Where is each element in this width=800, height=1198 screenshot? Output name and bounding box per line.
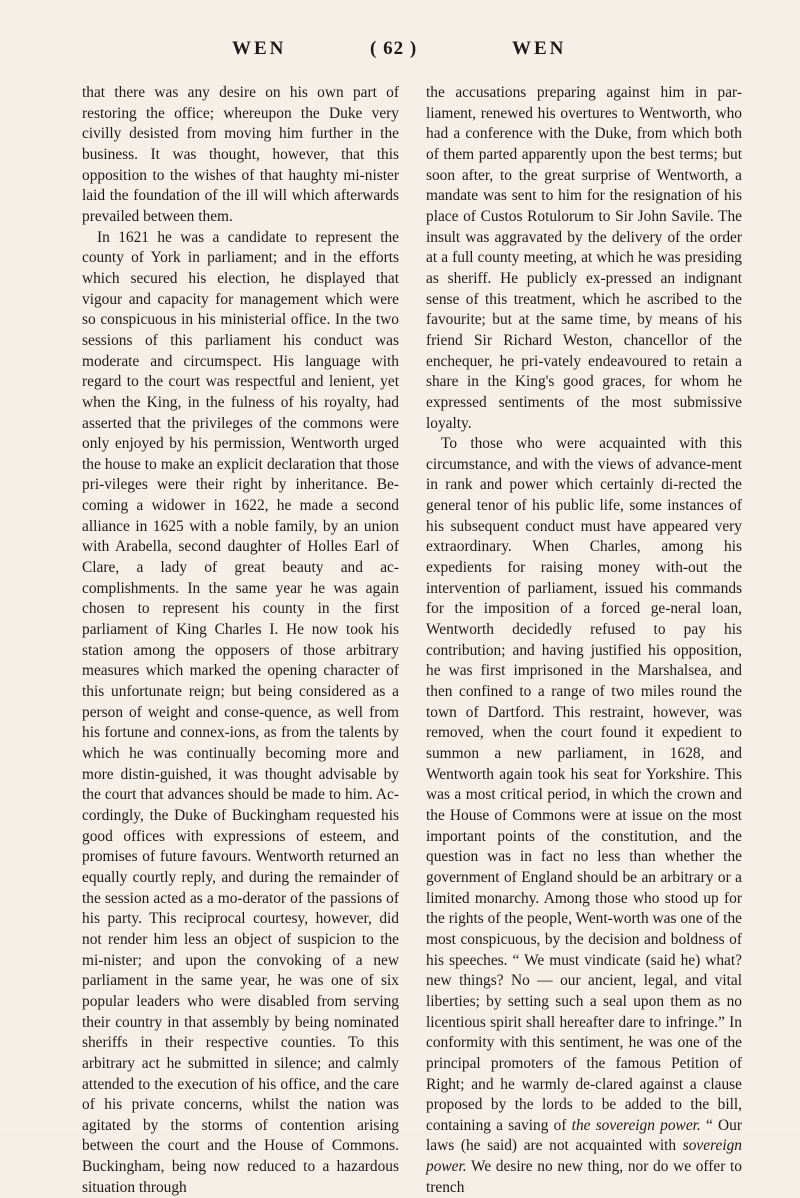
- left-paragraph-1: that there was any desire on his own part of restoring the office; whereupon the Duke very civilly desisted from moving him further in the business. It was thought, however, that this opposition to the wishes of that haughty mi-nister laid the foundation of the ill will which afterwards prevailed between them.: [82, 84, 399, 225]
- right-paragraph-2-mid: “ Our laws (he said) are not acquainted with: [426, 1116, 742, 1155]
- running-head: [0, 38, 800, 68]
- right-column: [426, 83, 742, 1198]
- right-paragraph-1: the accusations preparing against him in par-liament, renewed his overtures to Wentworth, who had a conference with the Duke, from which both of them parted apparently upon the best terms; but soon after, to the great surprise of Wentworth, a mandate was sent to him for the resignation of his place of Custos Rotulorum to Sir John Savile. The insult was aggravated by the delivery of the order at a full county meeting, at which he was presiding as sheriff. He publicly ex-pressed an indignant sense of this treatment, which he ascribed to the favourite; but at the same time, by means of his friend Sir Richard Weston, chancellor of the enchequer, he pri-vately endeavoured to retain a share in the King's good graces, for whom he expressed sentiments of the most submissive loyalty.: [426, 84, 742, 432]
- italic-phrase-sovereign-power-1: the sovereign power.: [571, 1116, 701, 1134]
- right-paragraph-2-text: To those who were acquainted with this circumstance, and with the views of advance-ment in rank and power which certainly di-rected the general tenor of his public life, some instances of his subsequent conduct must have appeared very extraordinary. When Charles, among his expedients for raising money with-out the intervention of parliament, issued his commands for the imposition of a forced ge-neral loan, Wentworth decidedly refused to pay his contribution; and having justified his opposition, he was first imprisoned in the Marshalsea, and then confined to a range of two miles round the town of Dartford. This restraint, however, was removed, when the court found it expedient to summon a new parliament, in 1628, and Wentworth again took his seat for Yorkshire. This was a most critical period, in which the crown and the House of Commons were at issue on the most important points of the constitution, and the question was in fact no less than whether the government of England should be an arbitrary or a limited monarchy. Among those who stood up for the rights of the people, Went-worth was one of the most conspicuous, by the decision and boldness of his speeches. “ We must vindicate (said he) what? new things? No — our ancient, legal, and vital liberties; by setting such a seal upon them as no licentious spirit shall hereafter dare to infringe.” In conformity with this sentiment, he was one of the principal promoters of the famous Petition of Right; and he warmly de-clared against a clause proposed by the lords to be added to the bill, containing a saving of: [426, 435, 742, 1134]
- right-paragraph-2-end: We desire no new thing, nor do we offer to trench: [426, 1158, 742, 1196]
- left-column: [82, 83, 399, 1198]
- right-paragraph-2: [426, 434, 742, 1198]
- page-number: ( 62 ): [370, 38, 418, 59]
- left-paragraph-2: In 1621 he was a candidate to represent the county of York in parliament; and in the efforts which secured his election, he displayed that vigour and capacity for management which were so conspicuous in his ministerial office. In the two sessions of this parliament his conduct was moderate and circumspect. His language with regard to the court was respectful and lenient, yet when the King, in the fulness of his royalty, had asserted that the privileges of the commons were only enjoyed by his permission, Wentworth urged the house to make an explicit declaration that those pri-vileges were their right by inheritance. Be-coming a widower in 1622, he made a second alliance in 1625 with a noble family, by an union with Arabella, second daughter of Holles Earl of Clare, a lady of great beauty and ac-complishments. In the same year he was again chosen to represent his county in the first parliament of King Charles I. He now took his station among the opposers of those arbitrary measures which marked the opening character of this unfortunate reign; but being considered as a person of weight and conse-quence, as well from his fortune and connex-ions, as from the talents by which he was continually becoming more and more distin-guished, it was thought advisable by the court that advances should be made to him. Ac-cordingly, the Duke of Buckingham requested his good offices with expressions of esteem, and promises of future favours. Wentworth returned an equally courtly reply, and during the remainder of the session acted as a mo-derator of the passions of his party. This reciprocal courtesy, however, did not render him less an object of suspicion to the mi-nister; and upon the convoking of a new parliament in the same year, he was one of six popular leaders who were disabled from serving their country in that assembly by being nominated sheriffs in their respective counties. To this arbitrary act he submitted in silence; and calmly attended to the execution of his office, and the care of his private concerns, whilst the nation was agitated by the storms of contention arising between the court and the House of Commons. Buckingham, being now reduced to a hazardous situation through: [82, 228, 399, 1196]
- header-right-word: WEN: [512, 38, 567, 59]
- header-left-word: WEN: [232, 38, 287, 59]
- italic-phrase-sovereign-power-2: sovereign power.: [426, 1137, 742, 1176]
